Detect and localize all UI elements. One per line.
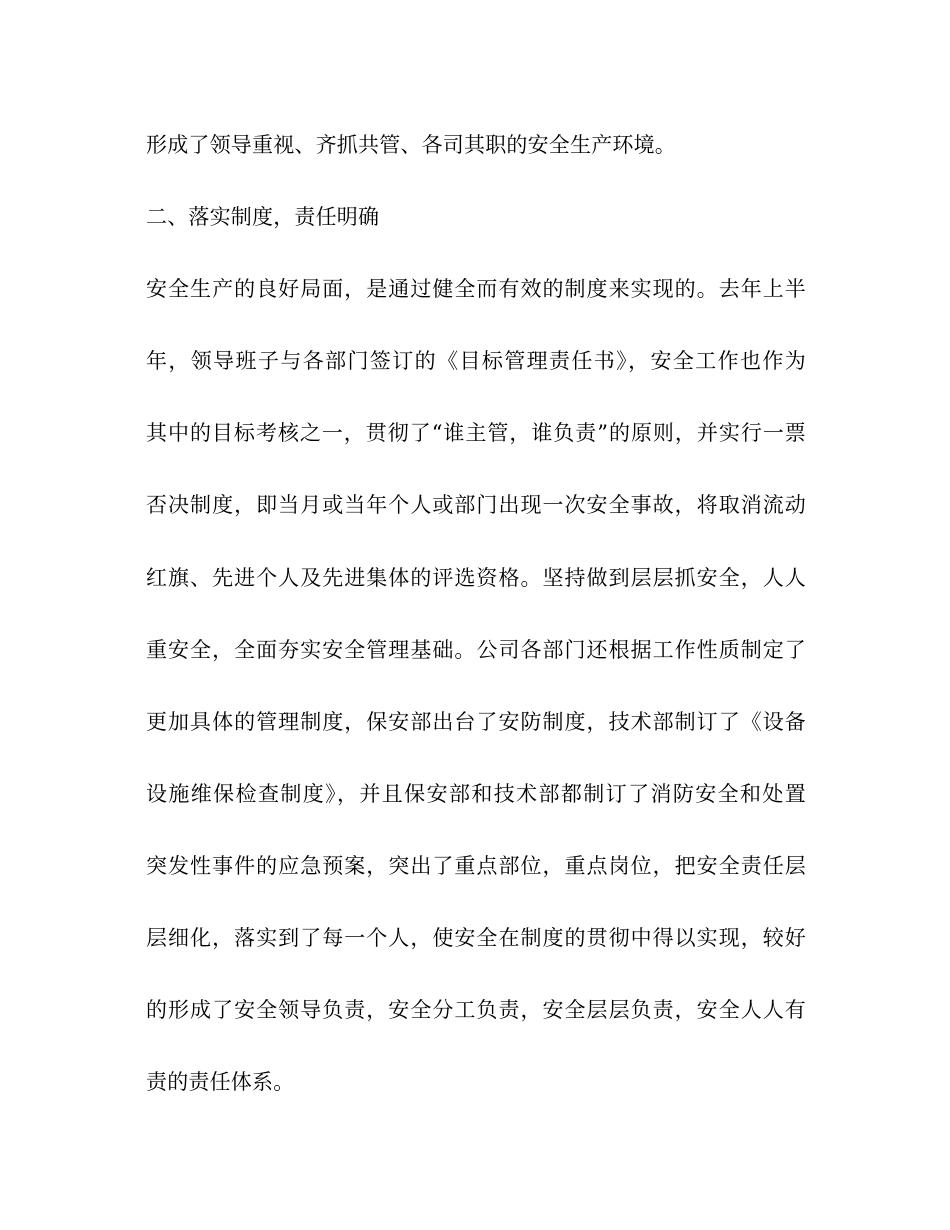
paragraph-line: 的形成了安全领导负责，安全分工负责，安全层层负责，安全人人有 [146,998,806,1022]
paragraph-line: 其中的目标考核之一，贯彻了“谁主管，谁负责”的原则，并实行一票 [146,421,806,445]
paragraph-line: 责的责任体系。 [146,1070,295,1094]
paragraph-line: 红旗、先进个人及先进集体的评选资格。坚持做到层层抓安全，人人 [146,566,806,590]
paragraph-line: 突发性事件的应急预案，突出了重点部位，重点岗位，把安全责任层 [146,854,806,878]
paragraph-line: 重安全，全面夯实安全管理基础。公司各部门还根据工作性质制定了 [146,638,806,662]
paragraph-line: 安全生产的良好局面，是通过健全而有效的制度来实现的。去年上半 [146,277,806,301]
paragraph-line: 设施维保检查制度》，并且保安部和技术部都制订了消防安全和处置 [146,782,806,806]
paragraph-line: 形成了领导重视、齐抓共管、各司其职的安全生产环境。 [146,133,676,157]
section-heading: 二、落实制度，责任明确 [146,205,380,229]
paragraph-line: 更加具体的管理制度，保安部出台了安防制度，技术部制订了《设备 [146,710,806,734]
paragraph-line: 层细化，落实到了每一个人，使安全在制度的贯彻中得以实现，较好 [146,926,806,950]
paragraph-line: 年，领导班子与各部门签订的《目标管理责任书》，安全工作也作为 [146,349,806,373]
paragraph-line: 否决制度，即当月或当年个人或部门出现一次安全事故，将取消流动 [146,493,806,517]
